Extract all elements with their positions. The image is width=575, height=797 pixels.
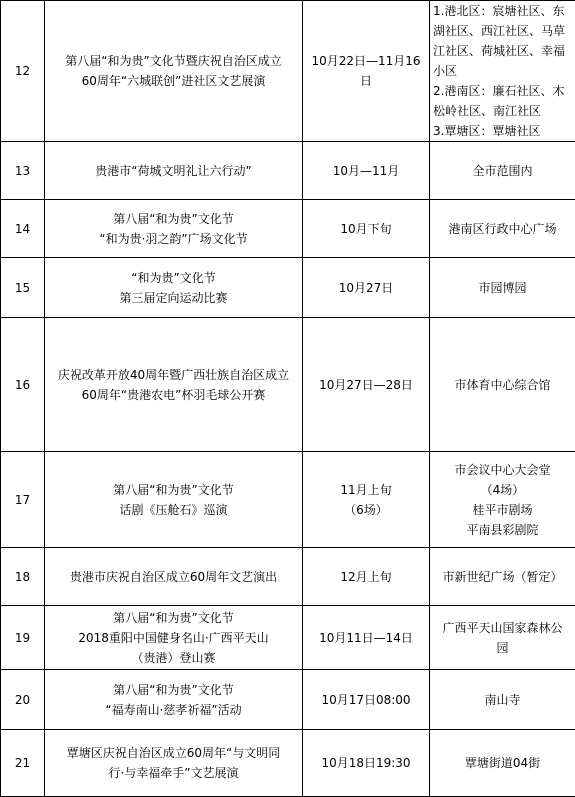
event-name bbox=[45, 200, 303, 258]
event-name-line: 2018重阳中国健身名山·广西平天山 bbox=[48, 628, 299, 648]
event-place bbox=[430, 606, 575, 670]
event-place bbox=[430, 670, 575, 730]
event-name bbox=[45, 548, 303, 606]
event-place-line: 市园博园 bbox=[433, 278, 572, 298]
event-time-line: 10月17日08:00 bbox=[306, 690, 426, 710]
event-name-line: “福寿南山·慈孝祈福”活动 bbox=[48, 700, 299, 720]
event-name bbox=[45, 670, 303, 730]
event-time-line: 11月上旬 bbox=[306, 480, 426, 500]
event-place-line: 港南区行政中心广场 bbox=[433, 219, 572, 239]
event-name bbox=[45, 258, 303, 318]
event-name-line: 第八届“和为贵”文化节 bbox=[48, 608, 299, 628]
event-time bbox=[303, 606, 430, 670]
row-number: 21 bbox=[1, 730, 45, 797]
event-name-line: 话剧《压舱石》巡演 bbox=[48, 500, 299, 520]
event-place-line: 平南县彩剧院 bbox=[433, 520, 572, 540]
row-number: 16 bbox=[1, 318, 45, 452]
event-time-line: 10月27日—28日 bbox=[306, 375, 426, 395]
event-time-line: 10月27日 bbox=[306, 278, 426, 298]
event-time-line: 12月上旬 bbox=[306, 567, 426, 587]
event-name bbox=[45, 1, 303, 142]
event-place-line: 1.港北区：宸塘社区、东 bbox=[433, 1, 572, 21]
event-place bbox=[430, 730, 575, 797]
event-name-line: 60周年“六城联创”进社区文艺展演 bbox=[48, 71, 299, 91]
table-row bbox=[1, 548, 575, 606]
event-time bbox=[303, 1, 430, 142]
table-row bbox=[1, 730, 575, 797]
table-row bbox=[1, 452, 575, 548]
event-place-line: 桂平市剧场 bbox=[433, 500, 572, 520]
table-row bbox=[1, 1, 575, 142]
event-name-line: 贵港市“荷城文明礼让六行动” bbox=[48, 161, 299, 181]
event-name bbox=[45, 318, 303, 452]
event-place-line: 园 bbox=[433, 638, 572, 658]
event-name bbox=[45, 452, 303, 548]
event-place-line: 南山寺 bbox=[433, 690, 572, 710]
event-place bbox=[430, 318, 575, 452]
event-place-line: 3.覃塘区：覃塘社区 bbox=[433, 121, 572, 141]
event-name-line: “和为贵”文化节 bbox=[48, 268, 299, 288]
row-number: 15 bbox=[1, 258, 45, 318]
row-number: 14 bbox=[1, 200, 45, 258]
event-place-line: 覃塘街道04街 bbox=[433, 753, 572, 773]
event-name-line: 庆祝改革开放40周年暨广西壮族自治区成立 bbox=[48, 365, 299, 385]
table-row bbox=[1, 318, 575, 452]
event-place-line: 市会议中心大会堂 bbox=[433, 460, 572, 480]
event-place bbox=[430, 258, 575, 318]
event-name-line: “和为贵·羽之韵”广场文化节 bbox=[48, 229, 299, 249]
event-name-line: 第八届“和为贵”文化节暨庆祝自治区成立 bbox=[48, 51, 299, 71]
event-place-line: 市体育中心综合馆 bbox=[433, 375, 572, 395]
event-name-line: 第八届“和为贵”文化节 bbox=[48, 209, 299, 229]
event-name bbox=[45, 606, 303, 670]
event-place bbox=[430, 142, 575, 200]
event-name bbox=[45, 142, 303, 200]
event-place-line: 湖社区、西江社区、马草 bbox=[433, 21, 572, 41]
table-row bbox=[1, 258, 575, 318]
event-time-line: 10月下旬 bbox=[306, 219, 426, 239]
table-row bbox=[1, 142, 575, 200]
event-name-line: 贵港市庆祝自治区成立60周年文艺演出 bbox=[48, 567, 299, 587]
event-time bbox=[303, 200, 430, 258]
event-time-line: 10月18日19:30 bbox=[306, 753, 426, 773]
table-row bbox=[1, 200, 575, 258]
event-name bbox=[45, 730, 303, 797]
event-time bbox=[303, 142, 430, 200]
table-row bbox=[1, 606, 575, 670]
event-time-line: 日 bbox=[306, 71, 426, 91]
row-number: 17 bbox=[1, 452, 45, 548]
event-time-line: 10月—11月 bbox=[306, 161, 426, 181]
event-place-line: （4场） bbox=[433, 480, 572, 500]
table-row bbox=[1, 670, 575, 730]
event-time-line: 10月11日—14日 bbox=[306, 628, 426, 648]
event-place bbox=[430, 200, 575, 258]
event-place-line: 松岭社区、南江社区 bbox=[433, 101, 572, 121]
event-time bbox=[303, 730, 430, 797]
event-name-line: （贵港）登山赛 bbox=[48, 648, 299, 668]
event-name-line: 60周年“贵港农电”杯羽毛球公开赛 bbox=[48, 385, 299, 405]
row-number: 18 bbox=[1, 548, 45, 606]
event-name-line: 覃塘区庆祝自治区成立60周年“与文明同 bbox=[48, 743, 299, 763]
event-place-line: 市新世纪广场（暂定） bbox=[433, 567, 572, 587]
event-place-line: 小区 bbox=[433, 61, 572, 81]
row-number: 20 bbox=[1, 670, 45, 730]
row-number: 12 bbox=[1, 1, 45, 142]
row-number: 19 bbox=[1, 606, 45, 670]
event-place-line: 全市范围内 bbox=[433, 161, 572, 181]
event-name-line: 第三届定向运动比赛 bbox=[48, 288, 299, 308]
event-place bbox=[430, 452, 575, 548]
event-place bbox=[430, 1, 575, 142]
event-name-line: 第八届“和为贵”文化节 bbox=[48, 680, 299, 700]
event-place bbox=[430, 548, 575, 606]
event-name-line: 第八届“和为贵”文化节 bbox=[48, 480, 299, 500]
event-time bbox=[303, 670, 430, 730]
event-place-line: 广西平天山国家森林公 bbox=[433, 618, 572, 638]
event-time bbox=[303, 452, 430, 548]
event-name-line: 行·与幸福牵手”文艺展演 bbox=[48, 763, 299, 783]
event-place-line: 2.港南区：廉石社区、木 bbox=[433, 81, 572, 101]
event-place-line: 江社区、荷城社区、幸福 bbox=[433, 41, 572, 61]
event-time-line: 10月22日—11月16 bbox=[306, 51, 426, 71]
event-time-line: （6场） bbox=[306, 500, 426, 520]
event-time bbox=[303, 318, 430, 452]
event-time bbox=[303, 258, 430, 318]
event-time bbox=[303, 548, 430, 606]
row-number: 13 bbox=[1, 142, 45, 200]
